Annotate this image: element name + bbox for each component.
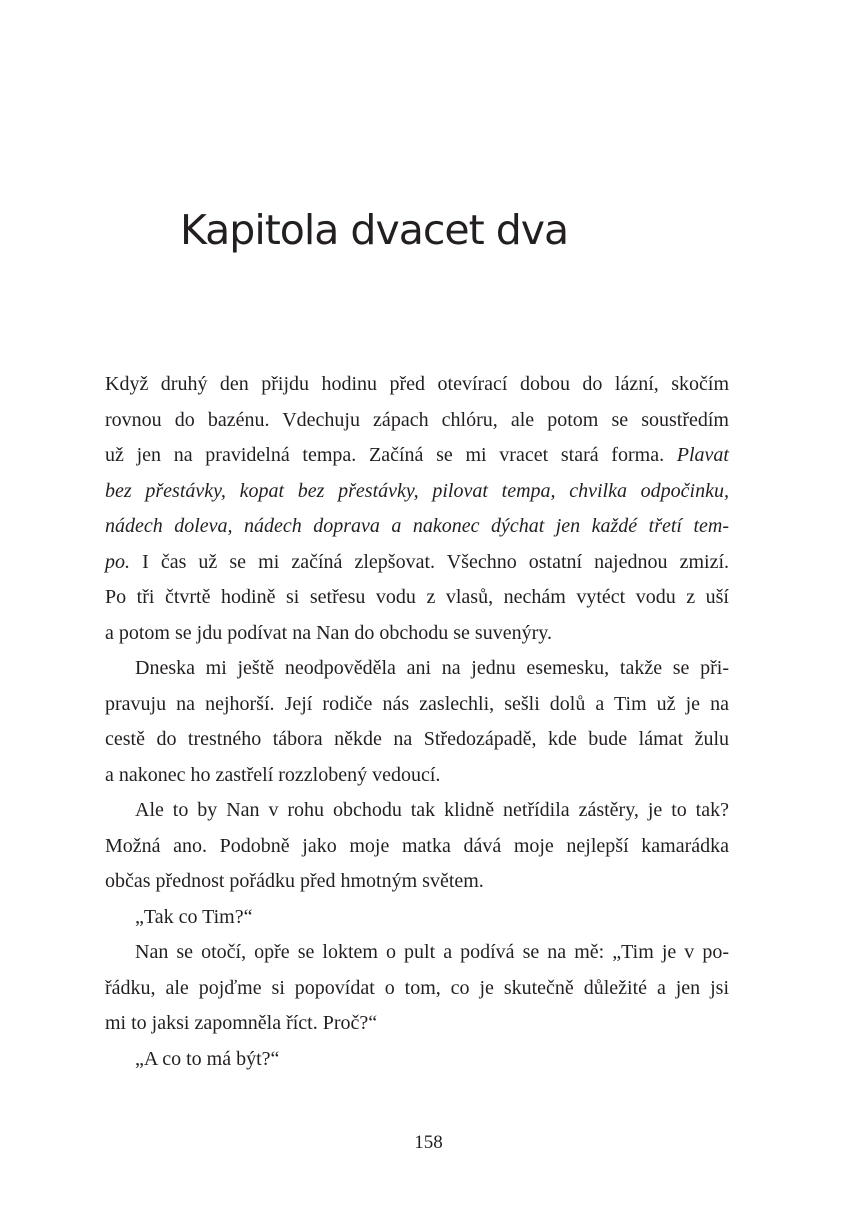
text-line: bez přestávky, kopat bez přestávky, pilovat tempa, chvilka odpočinku, (105, 479, 729, 502)
text-line: cestě do trestného tábora někde na Středozápadě, kde bude lámat žulu (105, 728, 729, 750)
text-line: občas přednost pořádku před hmotným světem. (105, 870, 484, 892)
text-line: Nan se otočí, opře se loktem o pult a podívá se na mě: „Tim je v po- (135, 941, 729, 963)
text-line: mi to jaksi zapomněla říct. Proč?“ (105, 1012, 378, 1034)
text-line: Po tři čtvrtě hodině si setřesu vodu z vlasů, nechám vytéct vodu z uší (105, 586, 729, 608)
text-line: pravuju na nejhorší. Její rodiče nás zaslechli, sešli dolů a Tim už je na (105, 692, 729, 715)
text-line: Dneska mi ještě neodpověděla ani na jednu esemesku, takže se při- (135, 657, 729, 679)
text-line: už jen na pravidelná tempa. Začíná se mi vracet stará forma. Plavat (105, 444, 729, 466)
text-line: po. I čas už se mi začíná zlepšovat. Všechno ostatní najednou zmizí. (105, 550, 729, 573)
page-number: 158 (414, 1132, 443, 1153)
text-line: Možná ano. Podobně jako moje matka dává moje nejlepší kamarádka (105, 834, 729, 857)
text-line: řádku, ale pojďme si popovídat o tom, co je skutečně důležité a jen jsi (105, 976, 729, 999)
text-line: a potom se jdu podívat na Nan do obchodu se suvenýry. (105, 621, 552, 644)
text-line: „Tak co Tim?“ (135, 905, 253, 928)
text-line: nádech doleva, nádech doprava a nakonec dýchat jen každé třetí tem- (105, 515, 729, 537)
chapter-title: Kapitola dvacet dva (180, 206, 569, 254)
text-line: rovnou do bazénu. Vdechuju zápach chlóru, ale potom se soustředím (105, 408, 729, 431)
text-line: Ale to by Nan v rohu obchodu tak klidně netřídila zástěry, je to tak? (135, 799, 729, 821)
text-line: a nakonec ho zastřelí rozzlobený vedoucí. (105, 763, 441, 786)
text-line: „A co to má být?“ (135, 1047, 280, 1070)
body-text (105, 367, 729, 1077)
text-line: Když druhý den přijdu hodinu před otevírací dobou do lázní, skočím (105, 373, 729, 395)
